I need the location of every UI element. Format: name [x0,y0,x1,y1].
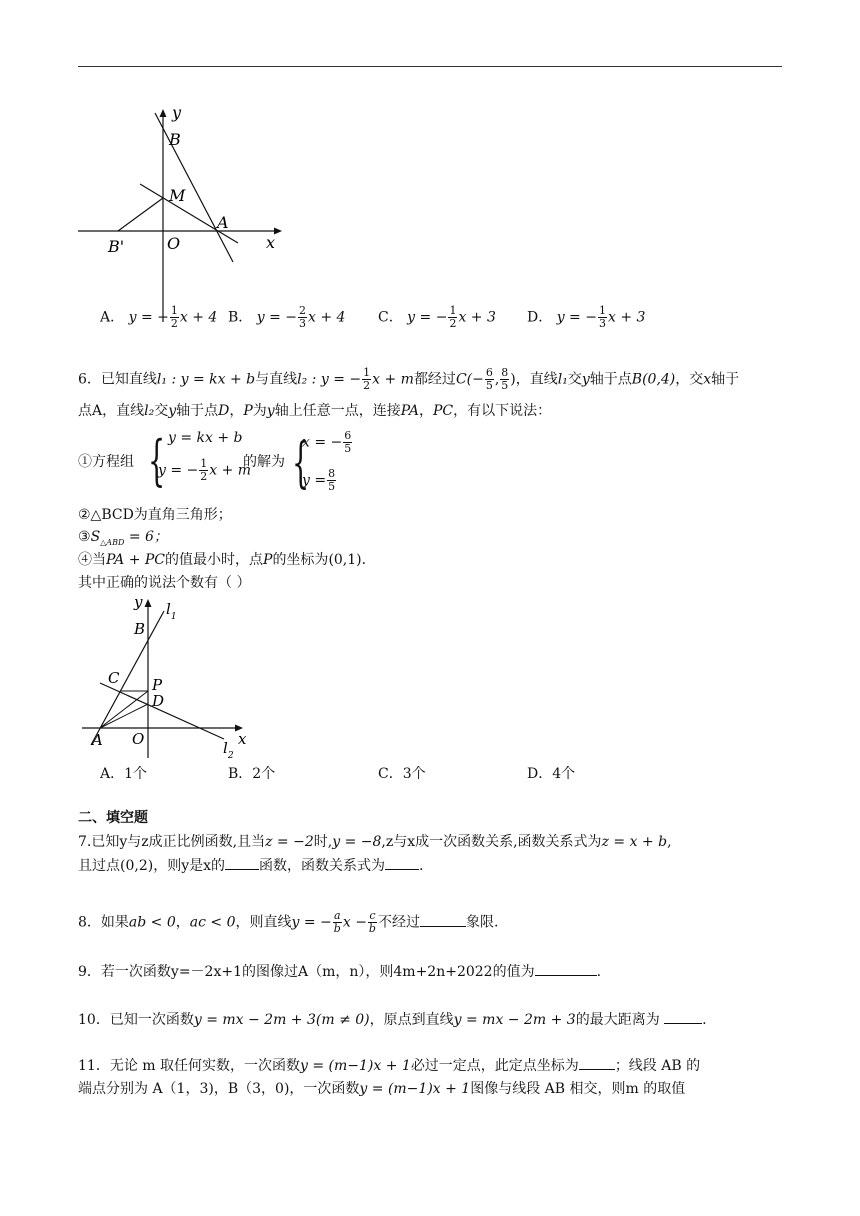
q7-blank-2[interactable] [385,869,419,870]
q9-blank[interactable] [535,975,597,976]
q10-blank[interactable] [664,1023,702,1024]
q6-system-solution: { x = − $\frac{6}{5}$ y = $\frac{8}{5}$ [292,429,352,494]
q6-label-c: C [108,669,120,687]
q5-c-frac: $\frac{1}{2}$ [449,304,457,330]
q7-line-2: 且过点(0,2)，则y是x的 函数，函数关系式为 . [78,858,424,874]
q6-option-c[interactable]: C．3个 [378,766,426,782]
q5-label-x: x [266,233,276,252]
q8: 8．如果ab < 0，ac < 0，则直线y = − $\frac{a}{b}$ x − $\frac{c}{b}$ 不经过 象限. [78,909,499,935]
q5-d-frac: $\frac{1}{3}$ [598,304,606,330]
q5-line-bprime-m [118,198,163,231]
q6-statement-1-prefix: ①方程组 [78,454,134,470]
q6-label-p: P [152,676,163,694]
q6-statement-4: ④当PA + PC的值最小时，点P的坐标为(0,1)． [78,552,376,568]
q5-label-y: y [172,103,182,122]
q5-a-frac: $\frac{1}{2}$ [170,304,178,330]
q6-label-d: D [152,692,165,710]
q6-system-1: { y = kx + b y = − $\frac{1}{2}$ x + m [148,429,252,492]
q7-line-1: 7.已知y与z成正比例函数,且当z = −2时,y = −8,z与x成一次函数关系,函数关系式为z = x + b, [78,834,672,850]
q6-label-l2: $l_2$ [223,739,234,761]
q6-label-x: x [238,730,247,748]
q5-label-a: A [217,213,229,232]
q9: 9．若一次函数y=－2x+1的图像过A（m，n），则4m+2n+2022的值为 . [78,964,602,980]
q5-label-b: B [169,130,181,149]
q5-label-o: O [167,234,181,253]
q5-x-arrow [274,228,282,235]
q6-label-y: y [134,593,143,611]
q6-line-1: 6．已知直线l₁ : y = kx + b与直线l₂ : y = − $\frac{1}{2}$ x + m都经过C(− $\frac{6}{5}$ , $\frac{8}{5}$ )，直线l₁交y轴于点B(0,4)，交x轴于 [78,366,740,392]
q6-segment-ap [100,691,148,728]
q6-label-l1: $l_1$ [166,600,177,622]
header-rule [78,66,782,67]
q6-option-b[interactable]: B．2个 [228,766,276,782]
q5-label-m: M [169,186,186,205]
q6-label-a: A [92,731,103,749]
q10: 10．已知一次函数y = mx − 2m + 3(m ≠ 0)，原点到直线y = mx − 2m + 3的最大距离为 . [78,1012,707,1028]
q5-option-a[interactable]: A． y = − $\frac{1}{2}$ x + 4 [100,304,218,330]
q6-statement-3: $③S_{\triangle ABD} = 6$； [78,529,168,547]
q7-blank-1[interactable] [225,869,259,870]
q6-label-o: O [132,730,145,748]
q5-b-frac: $\frac{2}{3}$ [299,304,307,330]
q6-question: 其中正确的说法个数有（ ） [78,575,251,591]
q6-line-2: 点A，直线l₂交y轴于点D，P为y轴上任意一点，连接PA，PC，有以下说法： [78,403,552,419]
q11-line-1: 11．无论 m 取任何实数，一次函数y = (m−1)x + 1必过一定点，此定点坐标为 ；线段 AB 的 [78,1058,701,1074]
q6-option-d[interactable]: D．4个 [527,766,576,782]
q5-option-c[interactable]: C． y = − $\frac{1}{2}$ x + 3 [378,304,496,330]
q6-option-a[interactable]: A．1个 [100,766,148,782]
q5-y-arrow [160,109,167,117]
q6-statement-1-mid: 的解为 [243,454,285,470]
q5-option-d[interactable]: D． y = − $\frac{1}{3}$ x + 3 [527,304,646,330]
q8-blank[interactable] [420,926,466,927]
section-title-fill-in: 二、填空题 [78,810,148,826]
q5-figure [74,100,294,330]
q6-y-arrow [145,599,152,607]
q11-blank[interactable] [579,1069,615,1070]
q11-line-2: 端点分别为 A（1，3)，B（3，0)，一次函数y = (m−1)x + 1图像与线段 AB 相交，则m 的取值 [78,1081,686,1097]
q6-label-b: B [134,620,146,638]
q5-label-bprime: B' [108,237,125,256]
q5-option-b[interactable]: B． y = − $\frac{2}{3}$ x + 4 [228,304,346,330]
q6-statement-2: ②△BCD为直角三角形； [78,507,232,523]
q6-figure [74,592,264,770]
